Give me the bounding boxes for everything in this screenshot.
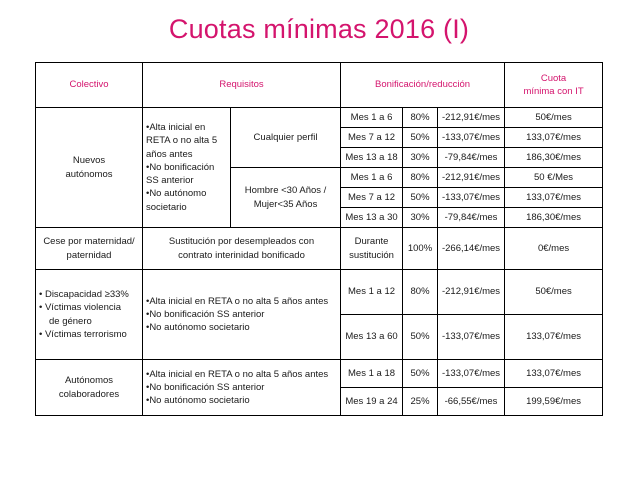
importe-cell: -133,07€/mes [438,188,505,208]
cuota-cell: 199,59€/mes [505,388,603,416]
pct-cell: 30% [403,208,438,228]
requisitos-cese: Sustitución por desempleados con contrato interinidad bonificado [143,228,341,270]
pct-cell: 100% [403,228,438,270]
importe-cell: -212,91€/mes [438,108,505,128]
cuota-cell: 186,30€/mes [505,208,603,228]
pct-cell: 80% [403,108,438,128]
periodo-cell: Mes 19 a 24 [341,388,403,416]
requisitos-nuevos: •Alta inicial en RETA o no alta 5 años antes •No bonificación SS anterior •No autónomo societario [143,108,231,228]
cuotas-table [35,62,603,416]
header-requisitos: Requisitos [143,63,341,108]
requisitos-discapacidad: •Alta inicial en RETA o no alta 5 años antes •No bonificación SS anterior •No autónomo societario [143,270,341,360]
colectivo-cese: Cese por maternidad/ paternidad [36,228,143,270]
cuota-cell: 186,30€/mes [505,148,603,168]
cuota-cell: 50€/mes [505,270,603,315]
periodo-cell: Durante sustitución [341,228,403,270]
cuota-cell: 0€/mes [505,228,603,270]
colectivo-nuevos: Nuevos autónomos [36,108,143,228]
periodo-cell: Mes 13 a 60 [341,315,403,360]
perfil-cualquier: Cualquier perfil [231,108,341,168]
table-row [36,108,603,128]
table-header-row [36,63,603,108]
pct-cell: 25% [403,388,438,416]
periodo-cell: Mes 1 a 12 [341,270,403,315]
requisitos-colaboradores: •Alta inicial en RETA o no alta 5 años antes •No bonificación SS anterior •No autónomo societario [143,360,341,416]
importe-cell: -79,84€/mes [438,208,505,228]
cuota-cell: 133,07€/mes [505,128,603,148]
periodo-cell: Mes 13 a 18 [341,148,403,168]
cuota-cell: 133,07€/mes [505,315,603,360]
colectivo-discapacidad: • Discapacidad ≥33% • Víctimas violencia de género • Víctimas terrorismo [36,270,143,360]
cuota-cell: 133,07€/mes [505,360,603,388]
header-bonificacion: Bonificación/reducción [341,63,505,108]
periodo-cell: Mes 7 a 12 [341,188,403,208]
importe-cell: -212,91€/mes [438,168,505,188]
pct-cell: 50% [403,360,438,388]
pct-cell: 80% [403,270,438,315]
periodo-cell: Mes 7 a 12 [341,128,403,148]
page-title: Cuotas mínimas 2016 (I) [168,14,470,44]
table-row [36,228,603,270]
importe-cell: -79,84€/mes [438,148,505,168]
perfil-jovenes: Hombre <30 Años / Mujer<35 Años [231,168,341,228]
pct-cell: 80% [403,168,438,188]
periodo-cell: Mes 1 a 6 [341,168,403,188]
pct-cell: 50% [403,188,438,208]
cuota-cell: 133,07€/mes [505,188,603,208]
periodo-cell: Mes 1 a 6 [341,108,403,128]
periodo-cell: Mes 13 a 30 [341,208,403,228]
importe-cell: -212,91€/mes [438,270,505,315]
pct-cell: 50% [403,315,438,360]
importe-cell: -133,07€/mes [438,360,505,388]
pct-cell: 30% [403,148,438,168]
table-row [36,360,603,388]
cuota-cell: 50 €/Mes [505,168,603,188]
periodo-cell: Mes 1 a 18 [341,360,403,388]
cuota-cell: 50€/mes [505,108,603,128]
header-cuota: Cuota mínima con IT [505,63,603,108]
pct-cell: 50% [403,128,438,148]
importe-cell: -66,55€/mes [438,388,505,416]
importe-cell: -133,07€/mes [438,128,505,148]
header-colectivo: Colectivo [36,63,143,108]
importe-cell: -133,07€/mes [438,315,505,360]
colectivo-colaboradores: Autónomos colaboradores [36,360,143,416]
importe-cell: -266,14€/mes [438,228,505,270]
table-row [36,270,603,315]
